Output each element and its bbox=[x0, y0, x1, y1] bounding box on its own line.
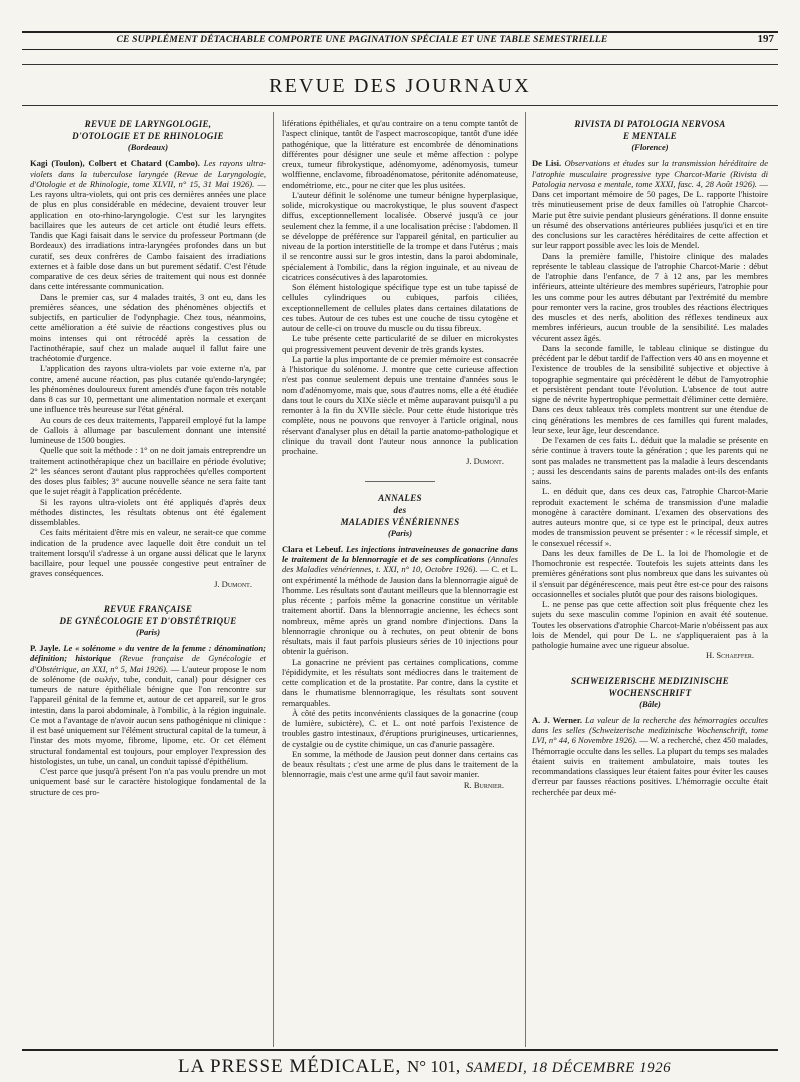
article-paragraph: L'auteur définit le solénome une tumeur bénigne hyperplasique, solide, microkystique ou macrokystique, le plus souvent d'aspect diffus, exceptionnellement localisée. Observé jusqu'à ce jour seulement chez la femme, il a une localisation précise : l'abdomen. Il se développe de préférence sur l'appareil génital, en particulier au niveau de la portion interstitielle de la trompe et dans l'utérus ; mais il se rencontre aussi sur le gros intestin, dans la paroi abdominale, spécialement à l'ombilic, dans la région inguinale, et au niveau de cicatrices consécutives à des laparotomies. bbox=[282, 189, 518, 282]
article-paragraph: P. Jayle. Le « solénome » du ventre de la femme : dénomination; définition; historique (Revue française de Gynécologie et d'Obstétrique, an XXI, n° 5, Mai 1926). — L'auteur propose le nom de solénome (de σωλήν, tube, conduit, canal) pour désigner ces tumeurs de nature épithéliale bénigne que l'on rencontre sur l'appareil génital de la femme et, autour de cet appareil, sur le gros intestin, dans la paroi abdominale, à l'ombilic, à la région inguinale. Ce mot a l'avantage de n'avoir aucun sens pathogénique ni clinique : il est basé uniquement sur l'élément structural capital de la tumeur, à l'instar des mots myome, fibrome, lipome, etc. Or cet élément structural fondamental est toujours, pour employer l'expression des histologistes, un tube, un canal, un conduit tapissé d'épithélium. bbox=[30, 643, 266, 766]
page-number: 197 bbox=[757, 33, 774, 45]
journal-heading: DE GYNÉCOLOGIE ET D'OBSTÉTRIQUE bbox=[59, 615, 237, 626]
article-paragraph: Au cours de ces deux traitements, l'appareil employé fut la lampe de Gallois à allumage par basculement donnant une intensité lumineuse de 1500 bougies. bbox=[30, 414, 266, 445]
column-right bbox=[532, 118, 768, 1071]
article-paragraph: À côté des petits inconvénients classiques de la gonacrine (coup de lumière, subictère), C. et L. ont noté parfois l'existence de troubles gastro intestinaux, d'éruptions prurigineuses, urticariennes, de cystalgie ou de cystite chimique, un cas d'anurie passagère. bbox=[282, 707, 518, 749]
article-paragraph: A. J. Werner. La valeur de la recherche des hémorragies occultes dans les selles (Schweizerische medizinische Wochenschrift, tome LVI, n° 44, 6 Novembre 1926). — W. a recherché, chez 450 malades, l'hémorragie occulte dans les selles. La plupart du temps ses malades étaient suivis en traitement ambulatoire, mais toutes les recommandations classiques leur étaient faites pour éviter les causes d'erreur par fausses réactions positives. L'hémorragie occulte était recherchée par deux mé- bbox=[532, 714, 768, 797]
article-paragraph: Clara et Lebeuf. Les injections intraveineuses de gonacrine dans le traitement de la blennorragie et de ses complications (Annales des Maladies vénériennes, t. XXI, n° 10, Octobre 1926). — C. et L. ont expérimenté la méthode de Jausion dans la blennorragie aiguë de l'homme. Les résultats sont d'autant meilleurs que la blennorragie est plus récente ; parfois même la gonacrine constitue un véritable traitement abortif. Dans la blennorragie ancienne, les échecs sont nombreux, même après un grand nombre d'injections. Dans la blennorragie chronique ou à rechutes, on peut obtenir de bons résultats, mais il faut parfois plusieurs séries de 10 injections pour obtenir la guérison. bbox=[282, 543, 518, 657]
article-paragraph: Quelle que soit la méthode : 1° on ne doit jamais entreprendre un traitement actinothérapique chez un bacillaire en période évolutive; 2° les séances seront d'autant plus rapprochées qu'elles comportent des doses plus faibles; 3° aucune nouvelle séance ne sera faite tant que le sujet réagit à l'application précédente. bbox=[30, 445, 266, 497]
article-paragraph: Dans la seconde famille, le tableau clinique se distingue du précédent par le début tardif de l'affection vers 40 ans en moyenne et l'existence de troubles de la sensibilité subjective et objective à topographie segmentaire qui précèdèrent le début de l'amyotrophie et persistèrent pendant toute l'évolution. L'absence de tout autre signe de névrite hypertrophique permettait d'éliminer cette dernière. Dans ces deux tableaux très complets montrent sur une étendue de cinq générations les membres de ces familles qui furent malades, leur sexe, leur âge, leur descendance. bbox=[532, 342, 768, 435]
article-paragraph: L. en déduit que, dans ces deux cas, l'atrophie Charcot-Marie reproduit exactement le schéma de transmission d'une maladie monogène à caractère dominant. L'examen des observations des autres auteurs montre que, si ce type est le principal, deux autres modes de transmission peuvent se présenter : « le récessif simple, et le consexuel récessif ». bbox=[532, 486, 768, 548]
issue-number: N° 101, bbox=[407, 1057, 461, 1076]
journal-heading: REVUE DE LARYNGOLOGIE, bbox=[84, 119, 212, 129]
journal-city: (Bordeaux) bbox=[127, 142, 169, 152]
journal-city: (Paris) bbox=[135, 626, 161, 637]
column-left bbox=[30, 118, 266, 1071]
article-paragraph: L'application des rayons ultra-violets par voie externe n'a, par contre, amené aucune réaction, pas plus cutanée qu'endo-laryngée; les phénomènes douloureux furent amendés d'une façon très notable dans 8 cas sur 10, permettant une alimentation normale et exerçant une influence très heureuse sur l'état général. bbox=[30, 363, 266, 415]
journal-heading: SCHWEIZERISCHE MEDIZINISCHE bbox=[571, 675, 729, 686]
footer bbox=[22, 1049, 778, 1081]
article-paragraph: C'est parce que jusqu'à présent l'on n'a pas voulu prendre un mot uniquement basé sur le caractère histologique fondamental de la structure de ces pro- bbox=[30, 766, 266, 797]
article-paragraph: liférations épithéliales, et qu'au contraire on a tenu compte tantôt de l'aspect clinique, tantôt de l'aspect macroscopique, tantôt d'une idée pathogénique, que la littérature est encombrée de dénominations différentes pour désigner une seule et même affection : polype creux, tumeur fibrokystique, adénomyome, adénomyosis, tumeur wolffienne, enclavome, fibroadénomatose, péritonite adénomateuse, endométriome, etc., pour ne citer que les plus usitées. bbox=[282, 118, 518, 190]
issue-date: SAMEDI, 18 DÉCEMBRE 1926 bbox=[465, 1060, 672, 1076]
article-paragraph: De Lisi. Observations et études sur la transmission héréditaire de l'atrophie musculaire progressive type Charcot-Marie (Rivista di Patologia nervosa e mentale, tome XXXI, fasc. 4, 28 Août 1926). — Dans cet important mémoire de 50 pages, De L. rapporte l'histoire très minutieusement prise de deux familles où l'atrophie Charcot-Marie put être suivie pendant plusieurs générations. Il donne ensuite un résumé des observations antérieures publiées jusqu'ici et en tire des conclusions sur les caractères héréditaires de cette affection et sur leur rapport possible avec les lois de Mendel. bbox=[532, 158, 768, 251]
article-paragraph: La partie la plus importante de ce premier mémoire est consacrée à l'historique du solénome. J. montre que cette curieuse affection n'est pas connue seulement depuis une trentaine d'années sous le nom d'adénomyome, mais que, sous d'autres noms, elle a été étudiée dans tout le cours du XIXe siècle et même auparavant puisqu'il a pu remonter à la fin du XVIIe siècle. Pour cette étude historique très complète, nous ne pouvons que renvoyer à l'article original, nous réservant d'analyser plus en détail la partie anatomo-pathologique et clinique du travail dont l'auteur nous annonce la publication prochaine. bbox=[282, 353, 518, 456]
journal-city: (Florence) bbox=[631, 142, 669, 152]
banner-text: CE SUPPLÉMENT DÉTACHABLE COMPORTE UNE PAGINATION SPÉCIALE ET UNE TABLE SEMESTRIELLE bbox=[116, 34, 608, 45]
article-paragraph: De l'examen de ces faits L. déduit que la maladie se présente en série continue à travers toute la génération ; que les parents qui ne sont pas malades ne transmettent pas la maladie à leurs descendants ; aussi les descendants sains de parents malades ont-ils des enfants sains. bbox=[532, 435, 768, 486]
journal-heading: des bbox=[393, 504, 407, 515]
article-paragraph: Son élément histologique spécifique type est un tube tapissé de cellules cylindriques ou cubiques, parfois ciliées, exceptionnellement de cellules plates dans certaines dilatations de ces tubes. Autour de ces tubes est une couche de tissu cytogène et autour de celle-ci on trouve du muscle ou du tissu fibreux. bbox=[282, 282, 518, 333]
footer-journal: LA PRESSE MÉDICALE, bbox=[178, 1056, 402, 1077]
column-divider bbox=[525, 112, 526, 1047]
section-rule bbox=[365, 481, 435, 482]
article-paragraph: Le tube présente cette particularité de se diluer en microkystes qui progressivement peuvent devenir de très grands kystes. bbox=[282, 333, 518, 354]
journal-heading: REVUE FRANÇAISE bbox=[103, 603, 193, 614]
signature: J. Dumont. bbox=[466, 456, 504, 467]
article-paragraph: En somme, la méthode de Jausion peut donner dans certains cas de beaux résultats ; c'est une arme de plus dans le traitement de la blennorragie, mais c'est une arme qu'il faut savoir manier. bbox=[282, 748, 518, 780]
article-paragraph: La gonacrine ne prévient pas certaines complications, comme l'épididymite, et les résultats sont médiocres dans le traitement de cette complication et de la prostatite. Par contre, dans la cystite et dans le rhumatisme blennorragique, les résultats sont souvent remarquables. bbox=[282, 656, 518, 708]
page-title: REVUE DES JOURNAUX bbox=[269, 75, 531, 97]
journal-heading: ANNALES bbox=[378, 492, 422, 503]
article-paragraph: L. ne pense pas que cette affection soit plus fréquente chez les sujets du sexe masculin comme l'opinion en avait été soutenue. Toutes les observations d'atrophie Charcot-Marie n'obéissent pas aux lois de Mendel, qui pour De L. ne s'appliqueraient pas à la pathologie humaine avec une rigueur absolue. bbox=[532, 599, 768, 650]
column-divider bbox=[273, 112, 274, 1047]
article-paragraph: Ces faits méritaient d'être mis en valeur, ne serait-ce que comme indication de la prudence avec laquelle doit être conduit un tel traitement lorsqu'il s'adresse à un organe aussi délicat que le larynx bacillaire, pour lequel une poussée congestive peut entraîner de graves conséquences. bbox=[30, 527, 266, 579]
signature: J. Dumont. bbox=[214, 578, 252, 589]
article-paragraph: Dans la première famille, l'histoire clinique des malades représente le tableau classique de l'atrophie Charcot-Marie : début de l'atrophie dans l'enfance, de 7 à 12 ans, par les membres inférieurs, atteinte ultérieure des membres supérieurs, l'atrophie pour les uns comme pour les autres débutant par l'extrémité du membre pour remonter vers la racine, gros troubles des réactions électriques des muscles et des nerfs, abolition des réflexes tendineux aux membres inférieurs, aucun trouble de la sensibilité. Les malades vécurent assez âgés. bbox=[532, 250, 768, 343]
supplement-banner bbox=[22, 31, 778, 50]
signature: R. Burnier. bbox=[463, 779, 504, 790]
article-paragraph: Si les rayons ultra-violets ont été appliqués d'après deux méthodes distinctes, les résultats obtenus ont été également dissemblables. bbox=[30, 496, 266, 527]
article-paragraph: Kagi (Toulon), Colbert et Chatard (Cambo). Les rayons ultra-violets dans la tuberculose laryngée (Revue de Laryngologie, d'Otologie et de Rhinologie, tome XLVII, n° 15, 31 Mai 1926). — Les rayons ultra-violets, qui ont pris ces dernières années une place de plus en plus considérable en médecine, devaient trouver leur application en oto-rhino-laryngologie. C'est sur les laryngites bacillaires que les auteurs de cet article ont étudié leurs effets. Tandis que Kagi faisait dans le service du professeur Portmann (de Bordeaux) des irradiations intra-laryngées profondes dans un but curatif, ses deux confrères de Cambo faisaient des irradiations externes et à faible dose dans un but purement sédatif. C'est l'étude comparative de ces deux séries de traitement qui nous est donnée dans cette intéressante communication. bbox=[30, 158, 266, 292]
article-paragraph: Dans les deux familles de De L. la loi de l'homologie et de l'homochronie est respectée. Toutefois les sujets atteints dans les premières générations sont plus nombreux que dans les suivantes où il s'ensuit par dégénérescence, mais peut être est-ce pour des raisons occasionnelles et sociales plutôt que pour des raisons biologiques. bbox=[532, 547, 768, 599]
signature: H. Schaeffer. bbox=[705, 650, 754, 661]
journal-heading: WOCHENSCHRIFT bbox=[608, 687, 692, 698]
journal-heading: RIVISTA DI PATOLOGIA NERVOSA bbox=[574, 119, 726, 129]
masthead bbox=[22, 64, 778, 97]
journal-heading: D'OTOLOGIE ET DE RHINOLOGIE bbox=[72, 131, 224, 141]
masthead-rule bbox=[22, 105, 778, 106]
journal-heading: MALADIES VÉNÉRIENNES bbox=[340, 516, 460, 527]
article-paragraph: Dans le premier cas, sur 4 malades traités, 3 ont eu, dans les premières séances, une sédation des phénomènes objectifs et subjectifs, en particulier de l'odynphagie. Chez tous, néanmoins, cette amélioration a été suivie de réactions congestives plus ou moins intenses qui ont rétrocédé après la cessation de l'actinothérapie, sauf chez un malade auquel il fallut faire une trachéotomie d'urgence. bbox=[30, 291, 266, 363]
column-middle bbox=[282, 118, 518, 1071]
journal-city: (Bâle) bbox=[639, 698, 661, 709]
journal-city: (Paris) bbox=[387, 527, 413, 538]
footer-text bbox=[178, 1056, 671, 1078]
journal-heading: E MENTALE bbox=[623, 131, 677, 141]
